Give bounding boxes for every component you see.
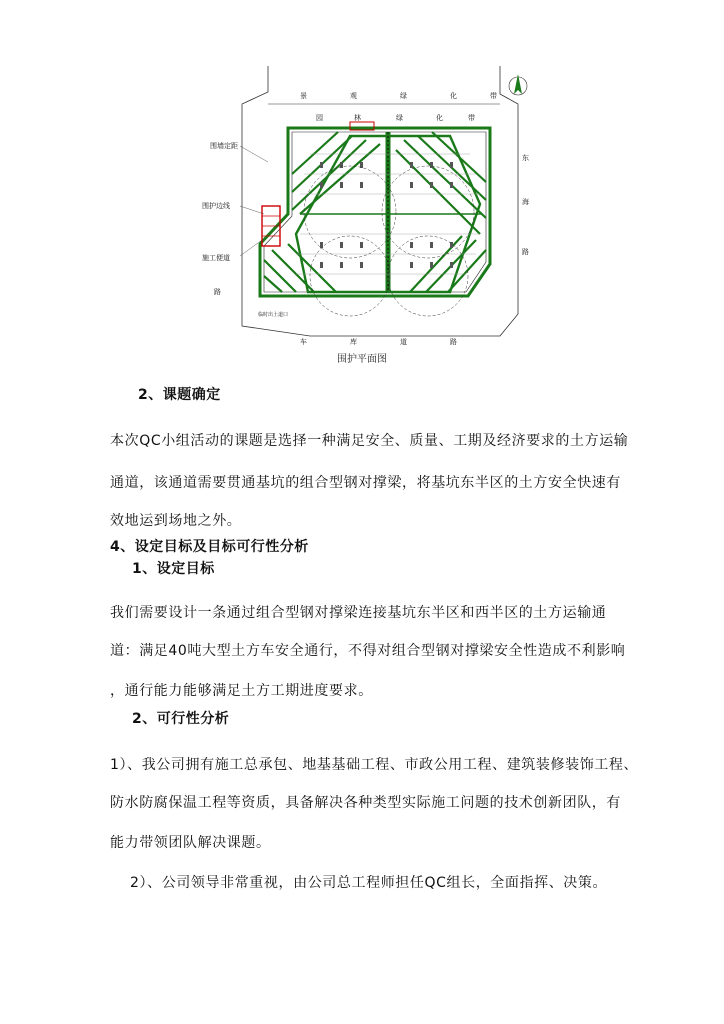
paragraph-line: 通道，该通道需要贯通基坑的组合型钢对撑梁，将基坑东半区的土方安全快速有 xyxy=(110,475,621,491)
paragraph-line: 1）、我公司拥有施工总承包、地基基础工程、市政公用工程、建筑装修装饰工程、 xyxy=(110,757,639,773)
site-plan-figure xyxy=(200,64,530,348)
right-road-label: 东 xyxy=(522,154,529,162)
svg-text:带: 带 xyxy=(490,92,497,100)
svg-text:观: 观 xyxy=(350,92,357,100)
svg-text:路: 路 xyxy=(450,338,457,346)
left-label-4: 路 xyxy=(214,288,221,296)
north-arrow-icon xyxy=(509,74,527,95)
svg-text:化: 化 xyxy=(436,114,443,122)
paragraph-line: 防水防腐保温工程等资质，具备解决各种类型实际施工问题的技术创新团队，有 xyxy=(110,795,621,811)
svg-text:围护边线 xyxy=(202,201,230,210)
paragraph-line: 2）、公司领导非常重视，由公司总工程师担任QC组长，全面指挥、决策。 xyxy=(130,875,608,891)
section-4-heading: 4、设定目标及目标可行性分析 xyxy=(110,539,309,555)
svg-text:库: 库 xyxy=(350,338,357,346)
svg-text:围墙定距 xyxy=(210,141,238,150)
svg-text:施工便道 xyxy=(202,253,230,262)
svg-text:道: 道 xyxy=(400,338,407,346)
svg-text:林: 林 xyxy=(354,114,361,122)
paragraph-line: 本次QC小组活动的课题是选择一种满足安全、质量、工期及经济要求的土方运输 xyxy=(110,433,629,449)
svg-text:东 xyxy=(522,153,529,162)
inner-top-label: 园 xyxy=(316,114,323,122)
svg-text:景 xyxy=(300,91,307,100)
site-plan-drawing xyxy=(200,64,530,348)
svg-text:带: 带 xyxy=(468,114,475,122)
bottom-small-label: 临时出土道口 xyxy=(258,312,289,318)
svg-text:绿: 绿 xyxy=(400,92,407,100)
svg-text:园 xyxy=(316,113,323,122)
top-road-label: 景 xyxy=(300,92,307,100)
subsection-1-heading: 1、设定目标 xyxy=(132,561,215,577)
paragraph-line: 我们需要设计一条通过组合型钢对撑梁连接基坑东半区和西半区的土方运输通 xyxy=(110,605,607,621)
figure-caption: 围护平面图 xyxy=(337,354,387,365)
paragraph-line: 道：满足40吨大型土方车安全通行，不得对组合型钢对撑梁安全性造成不利影响 xyxy=(110,643,626,659)
svg-text:绿: 绿 xyxy=(396,114,403,122)
paragraph-line: 能力带领团队解决课题。 xyxy=(110,835,271,851)
svg-text:化: 化 xyxy=(450,92,457,100)
left-label-1: 围墙定距 xyxy=(210,142,238,150)
svg-text:路: 路 xyxy=(522,248,529,256)
svg-text:路 xyxy=(214,287,221,296)
left-label-3: 施工便道 xyxy=(202,254,230,262)
svg-text:临时出土道口 xyxy=(258,311,288,318)
svg-text:海: 海 xyxy=(522,198,529,206)
paragraph-line: 效地运到场地之外。 xyxy=(110,513,242,529)
paragraph-line: ，通行能力能够满足土方工期进度要求。 xyxy=(110,683,373,699)
left-label-2: 围护边线 xyxy=(202,202,230,210)
subsection-2-heading: 2、可行性分析 xyxy=(132,711,230,727)
section-2-heading: 2、课题确定 xyxy=(138,387,221,403)
bottom-road-label: 车 xyxy=(300,338,307,346)
svg-text:车 xyxy=(300,337,307,346)
